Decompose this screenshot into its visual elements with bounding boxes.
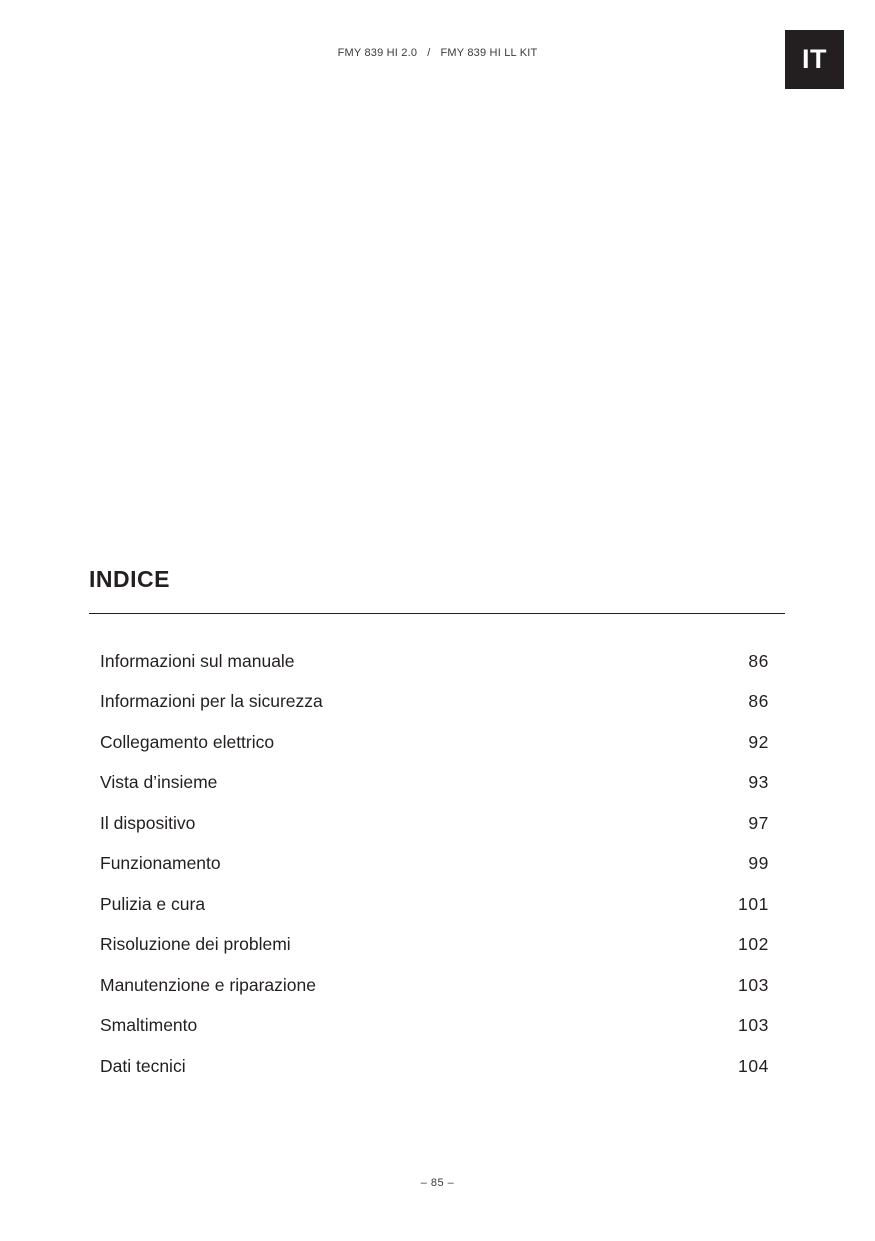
toc-list bbox=[100, 641, 769, 1087]
toc-entry-overview[interactable] bbox=[100, 763, 769, 804]
toc-entry-label: Manutenzione e riparazione bbox=[100, 974, 316, 995]
toc-entry-technical-data[interactable] bbox=[100, 1046, 769, 1087]
toc-title: INDICE bbox=[89, 566, 170, 592]
toc-entry-page: 103 bbox=[738, 1015, 769, 1036]
toc-divider bbox=[89, 613, 785, 614]
toc-entry-label: Dati tecnici bbox=[100, 1055, 186, 1076]
toc-entry-label: Smaltimento bbox=[100, 1015, 198, 1036]
toc-entry-label: Informazioni per la sicurezza bbox=[100, 691, 323, 712]
language-code: IT bbox=[802, 44, 827, 74]
toc-entry-page: 97 bbox=[748, 812, 769, 833]
toc-entry-label: Risoluzione dei problemi bbox=[100, 934, 291, 955]
toc-entry-safety-info[interactable] bbox=[100, 682, 769, 723]
toc-entry-page: 86 bbox=[748, 650, 769, 671]
toc-entry-cleaning[interactable] bbox=[100, 884, 769, 925]
toc-entry-about-manual[interactable] bbox=[100, 641, 769, 682]
toc-entry-label: Il dispositivo bbox=[100, 812, 196, 833]
toc-entry-label: Pulizia e cura bbox=[100, 893, 206, 914]
toc-entry-label: Vista d’insieme bbox=[100, 772, 218, 793]
toc-entry-disposal[interactable] bbox=[100, 1006, 769, 1047]
toc-entry-page: 86 bbox=[748, 691, 769, 712]
toc-entry-operation[interactable] bbox=[100, 844, 769, 885]
toc-entry-page: 93 bbox=[748, 772, 769, 793]
toc-entry-page: 104 bbox=[738, 1055, 769, 1076]
toc-entry-label: Informazioni sul manuale bbox=[100, 650, 295, 671]
toc-entry-label: Collegamento elettrico bbox=[100, 731, 275, 752]
toc-entry-device[interactable] bbox=[100, 803, 769, 844]
toc-entry-page: 99 bbox=[748, 853, 769, 874]
model-separator: / bbox=[427, 47, 431, 59]
toc-entry-page: 101 bbox=[738, 893, 769, 914]
toc-entry-troubleshooting[interactable] bbox=[100, 925, 769, 966]
language-badge bbox=[785, 30, 844, 89]
toc-entry-label: Funzionamento bbox=[100, 853, 221, 874]
toc-entry-page: 103 bbox=[738, 974, 769, 995]
toc-entry-maintenance[interactable] bbox=[100, 965, 769, 1006]
toc-entry-page: 92 bbox=[748, 731, 769, 752]
header-model-names bbox=[0, 47, 875, 59]
page-number: – 85 – bbox=[420, 1177, 455, 1189]
toc-entry-page: 102 bbox=[738, 934, 769, 955]
toc-entry-electrical-connection[interactable] bbox=[100, 722, 769, 763]
model-name-2: FMY 839 HI LL KIT bbox=[440, 47, 538, 59]
model-name-1: FMY 839 HI 2.0 bbox=[337, 47, 418, 59]
